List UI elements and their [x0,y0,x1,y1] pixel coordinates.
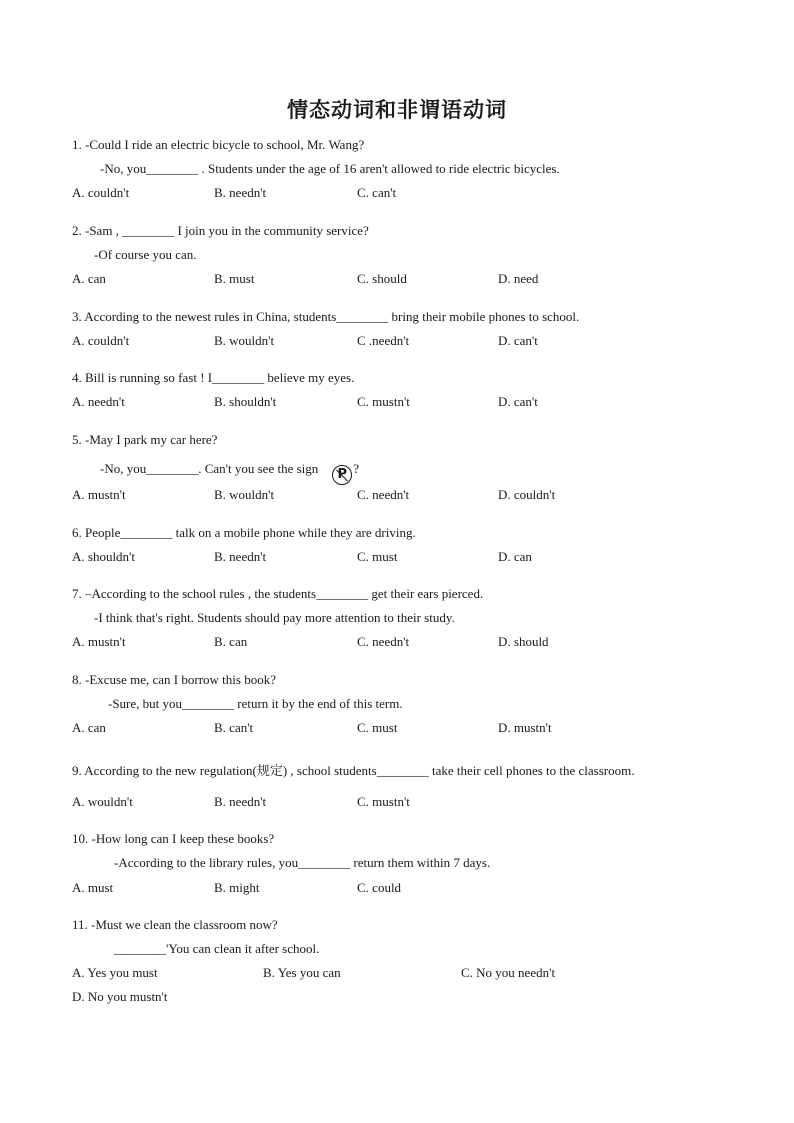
question-8-prompt: 8. -Excuse me, can I borrow this book? [72,672,276,687]
question-6-option-c[interactable]: C. must [357,549,398,564]
question-7-option-a[interactable]: A. mustn't [72,634,126,649]
question-10-option-b[interactable]: B. might [214,880,260,895]
question-2-option-d[interactable]: D. need [498,271,539,286]
question-2-option-b[interactable]: B. must [214,271,255,286]
question-7-option-c[interactable]: C. needn't [357,634,410,649]
page-title: 情态动词和非谓语动词 [287,98,507,122]
question-3-option-a[interactable]: A. couldn't [72,333,130,348]
question-11-option-a[interactable]: A. Yes you must [72,965,158,980]
question-2-response: -Of course you can. [94,247,197,262]
question-3-prompt: 3. According to the newest rules in China, students________ bring their mobile phones to school. [72,309,580,324]
question-1-response: -No, you________ . Students under the age of 16 aren't allowed to ride electric bicycles. [100,161,560,176]
question-5-option-d[interactable]: D. couldn't [498,487,556,502]
question-8-option-a[interactable]: A. can [72,720,106,735]
question-10-option-a[interactable]: A. must [72,880,114,895]
question-5-option-a[interactable]: A. mustn't [72,487,126,502]
question-6-option-b[interactable]: B. needn't [214,549,267,564]
question-4-option-a[interactable]: A. needn't [72,394,125,409]
question-10-option-c[interactable]: C. could [357,880,402,895]
question-1-option-a[interactable]: A. couldn't [72,185,130,200]
question-10-prompt: 10. -How long can I keep these books? [72,831,275,846]
question-4-option-c[interactable]: C. mustn't [357,394,410,409]
question-7-option-d[interactable]: D. should [498,634,549,649]
question-5-option-b[interactable]: B. wouldn't [214,487,275,502]
question-5-prompt: 5. -May I park my car here? [72,432,218,447]
question-8-option-b[interactable]: B. can't [214,720,254,735]
question-1-prompt: 1. -Could I ride an electric bicycle to school, Mr. Wang? [72,137,365,152]
question-4-option-d[interactable]: D. can't [498,394,538,409]
question-8-response: -Sure, but you________ return it by the end of this term. [108,696,403,711]
question-6-option-d[interactable]: D. can [498,549,532,564]
question-1-option-c[interactable]: C. can't [357,185,397,200]
question-11-option-c[interactable]: C. No you needn't [461,965,556,980]
question-5-response: -No, you________. Can't you see the sign [100,461,319,476]
question-10-response: -According to the library rules, you________ return them within 7 days. [114,855,491,870]
question-11-option-d[interactable]: D. No you mustn't [72,989,168,1004]
question-2-option-c[interactable]: C. should [357,271,407,286]
question-3-option-b[interactable]: B. wouldn't [214,333,275,348]
question-2-option-a[interactable]: A. can [72,271,106,286]
question-5-sign-suffix: ? [353,461,360,476]
question-2-prompt: 2. -Sam , ________ I join you in the community service? [72,223,369,238]
question-9-option-a[interactable]: A. wouldn't [72,794,133,809]
question-5-response-row [100,461,359,485]
question-11-response: ________'You can clean it after school. [114,941,320,956]
question-4-prompt: 4. Bill is running so fast ! I________ believe my eyes. [72,370,355,385]
question-7-option-b[interactable]: B. can [214,634,248,649]
question-7-response: -I think that's right. Students should pay more attention to their study. [94,610,455,625]
question-6-prompt: 6. People________ talk on a mobile phone while they are driving. [72,525,416,540]
question-5-option-c[interactable]: C. needn't [357,487,410,502]
question-9-option-b[interactable]: B. needn't [214,794,267,809]
question-7-prompt: 7. –According to the school rules , the students________ get their ears pierced. [72,586,484,601]
question-8-option-d[interactable]: D. mustn't [498,720,552,735]
question-3-option-d[interactable]: D. can't [498,333,538,348]
question-9-prompt: 9. According to the new regulation(规定) , school students________ take their cell phones to the classroom. [72,763,635,778]
question-11-option-b[interactable]: B. Yes you can [263,965,341,980]
question-6-option-a[interactable]: A. shouldn't [72,549,136,564]
no-parking-sign-icon: P [332,465,352,485]
question-4-option-b[interactable]: B. shouldn't [214,394,277,409]
question-11-prompt: 11. -Must we clean the classroom now? [72,917,278,932]
question-9-option-c[interactable]: C. mustn't [357,794,410,809]
question-1-option-b[interactable]: B. needn't [214,185,267,200]
question-8-option-c[interactable]: C. must [357,720,398,735]
question-3-option-c[interactable]: C .needn't [357,333,410,348]
